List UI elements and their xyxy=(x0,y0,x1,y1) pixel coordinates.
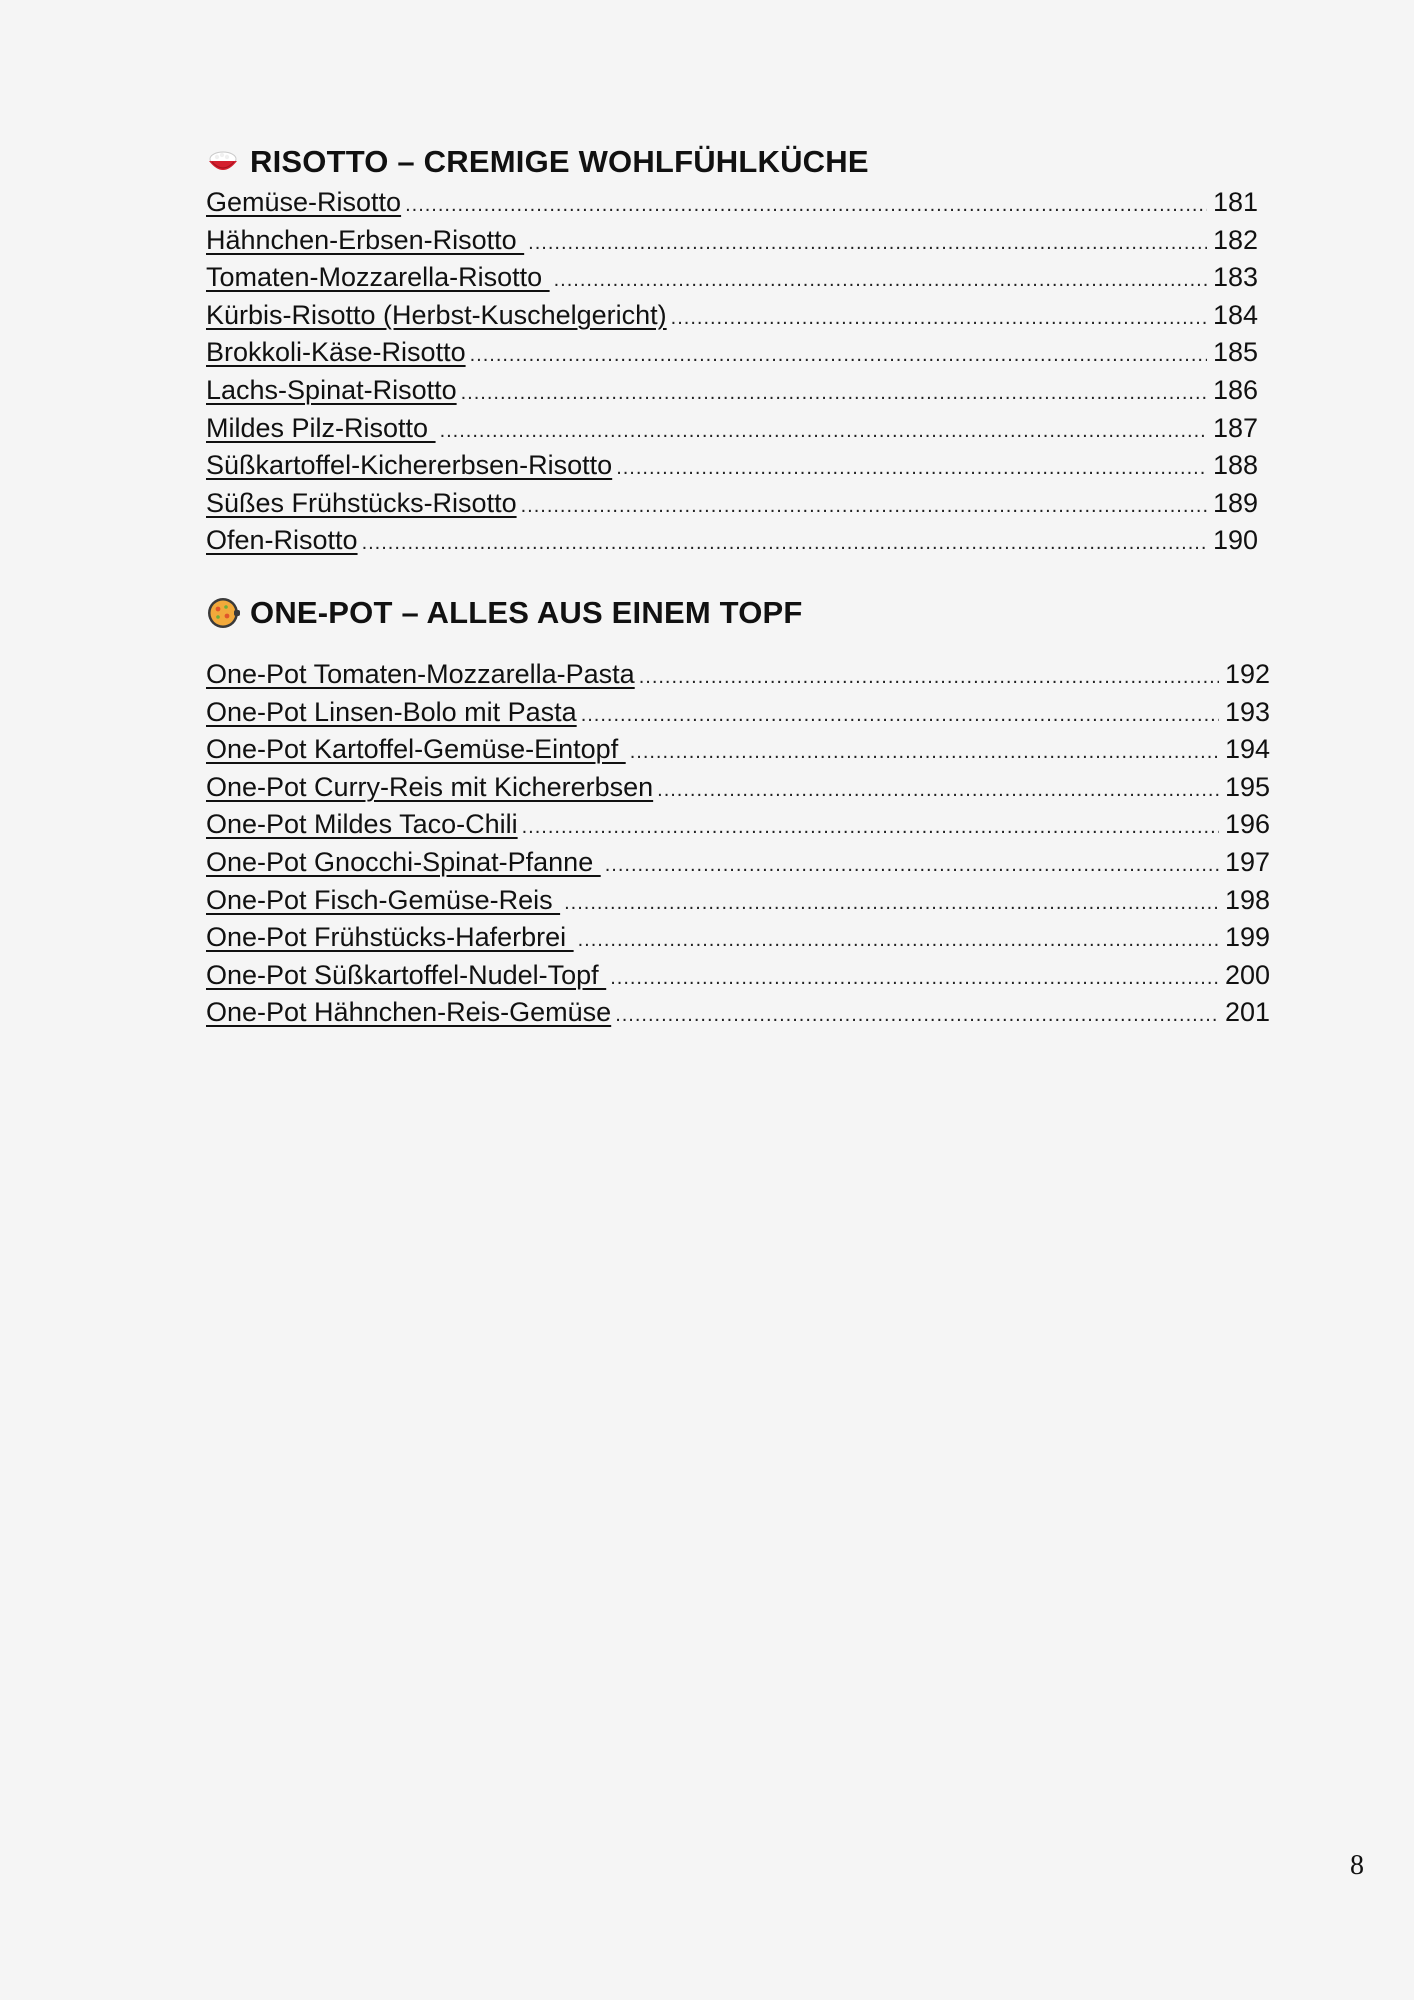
toc-entry-page: 183 xyxy=(1212,262,1258,293)
toc-entry-page: 185 xyxy=(1212,337,1258,368)
toc-entry-title[interactable]: Kürbis-Risotto (Herbst-Kuschelgericht) xyxy=(206,299,667,330)
dot-leader xyxy=(615,997,1219,1035)
toc-entry[interactable] xyxy=(206,806,1270,844)
toc-entry-title[interactable]: One-Pot Kartoffel-Gemüse-Eintopf xyxy=(206,734,626,765)
toc-entry[interactable] xyxy=(206,372,1258,410)
dot-leader xyxy=(522,809,1219,847)
toc-entry-page: 189 xyxy=(1212,487,1258,518)
toc-entry-page: 193 xyxy=(1224,696,1270,727)
toc-entry[interactable] xyxy=(206,656,1270,694)
dot-leader xyxy=(461,375,1207,413)
rice-bowl-icon xyxy=(206,145,240,179)
dot-leader xyxy=(616,450,1207,488)
toc-entry[interactable] xyxy=(206,957,1270,995)
toc-entry[interactable] xyxy=(206,447,1258,485)
toc-entry-page: 181 xyxy=(1212,187,1258,217)
toc-entry[interactable] xyxy=(206,844,1270,882)
toc-entry-page: 188 xyxy=(1212,450,1258,481)
toc-entry-page: 198 xyxy=(1224,884,1270,915)
section-heading-one-pot xyxy=(206,591,1270,635)
toc-entry-title[interactable]: Mildes Pilz-Risotto xyxy=(206,412,436,443)
toc-entry-title[interactable]: Brokkoli-Käse-Risotto xyxy=(206,337,466,368)
toc-entry-title[interactable]: One-Pot Frühstücks-Haferbrei xyxy=(206,922,574,953)
dot-leader xyxy=(657,772,1219,810)
toc-entry-page: 192 xyxy=(1224,659,1270,689)
toc-entry[interactable] xyxy=(206,882,1270,920)
toc-entry-title[interactable]: One-Pot Mildes Taco-Chili xyxy=(206,809,518,840)
dot-leader xyxy=(605,847,1219,885)
dot-leader xyxy=(362,525,1207,563)
dot-leader xyxy=(521,488,1207,526)
toc-entry-page: 194 xyxy=(1224,734,1270,765)
toc-entry-title[interactable]: Süßkartoffel-Kichererbsen-Risotto xyxy=(206,450,613,481)
dot-leader xyxy=(630,734,1219,772)
toc-entry[interactable] xyxy=(206,522,1258,560)
toc-entry-title[interactable]: One-Pot Gnocchi-Spinat-Pfanne xyxy=(206,846,601,877)
toc-entry-page: 199 xyxy=(1224,922,1270,953)
toc-list-one-pot xyxy=(206,656,1270,1032)
toc-entry-page: 196 xyxy=(1224,809,1270,840)
toc-entry-title[interactable]: One-Pot Fisch-Gemüse-Reis xyxy=(206,884,561,915)
toc-entry-page: 186 xyxy=(1212,374,1258,405)
section-title: RISOTTO – CREMIGE WOHLFÜHLKÜCHE xyxy=(250,144,869,179)
toc-entry-page: 195 xyxy=(1224,771,1270,802)
toc-entry-page: 200 xyxy=(1224,959,1270,990)
toc-entry-page: 197 xyxy=(1224,846,1270,877)
dot-leader xyxy=(578,922,1219,960)
dot-leader xyxy=(405,187,1207,225)
toc-entry[interactable] xyxy=(206,994,1270,1032)
toc-entry[interactable] xyxy=(206,769,1270,807)
dot-leader xyxy=(639,659,1219,697)
toc-entry-title[interactable]: Ofen-Risotto xyxy=(206,525,358,556)
paella-pan-icon xyxy=(206,596,240,630)
toc-entry[interactable] xyxy=(206,334,1258,372)
toc-entry-title[interactable]: One-Pot Linsen-Bolo mit Pasta xyxy=(206,696,577,727)
toc-entry-page: 190 xyxy=(1212,525,1258,556)
toc-entry-title[interactable]: One-Pot Süßkartoffel-Nudel-Topf xyxy=(206,959,607,990)
toc-entry[interactable] xyxy=(206,297,1258,335)
toc-entry[interactable] xyxy=(206,410,1258,448)
section-title: ONE-POT – ALLES AUS EINEM TOPF xyxy=(250,595,803,630)
toc-entry-title[interactable]: Hähnchen-Erbsen-Risotto xyxy=(206,224,525,255)
dot-leader xyxy=(528,225,1207,263)
dot-leader xyxy=(440,413,1207,451)
section-one-pot xyxy=(206,591,1270,1032)
dot-leader xyxy=(610,960,1219,998)
toc-entry-title[interactable]: One-Pot Curry-Reis mit Kichererbsen xyxy=(206,771,654,802)
toc-entry[interactable] xyxy=(206,222,1258,260)
dot-leader xyxy=(470,337,1207,375)
section-risotto xyxy=(206,140,1258,560)
dot-leader xyxy=(581,697,1219,735)
toc-entry[interactable] xyxy=(206,919,1270,957)
page-number: 8 xyxy=(1350,1850,1364,1881)
toc-entry[interactable] xyxy=(206,731,1270,769)
toc-entry-page: 184 xyxy=(1212,299,1258,330)
dot-leader xyxy=(671,300,1207,338)
toc-entry-page: 182 xyxy=(1212,224,1258,255)
toc-entry-title[interactable]: Gemüse-Risotto xyxy=(206,187,402,217)
toc-entry-title[interactable]: Süßes Frühstücks-Risotto xyxy=(206,487,517,518)
dot-leader xyxy=(554,262,1207,300)
toc-entry-title[interactable]: Lachs-Spinat-Risotto xyxy=(206,374,457,405)
toc-entry-page: 187 xyxy=(1212,412,1258,443)
toc-entry-title[interactable]: Tomaten-Mozzarella-Risotto xyxy=(206,262,550,293)
toc-entry[interactable] xyxy=(206,485,1258,523)
toc-entry-title[interactable]: One-Pot Tomaten-Mozzarella-Pasta xyxy=(206,659,635,689)
toc-entry[interactable] xyxy=(206,184,1258,222)
toc-entry[interactable] xyxy=(206,694,1270,732)
dot-leader xyxy=(564,885,1219,923)
toc-entry[interactable] xyxy=(206,259,1258,297)
toc-list-risotto xyxy=(206,184,1258,560)
toc-entry-page: 201 xyxy=(1224,997,1270,1028)
toc-entry-title[interactable]: One-Pot Hähnchen-Reis-Gemüse xyxy=(206,997,612,1028)
section-heading-risotto xyxy=(206,140,1258,184)
